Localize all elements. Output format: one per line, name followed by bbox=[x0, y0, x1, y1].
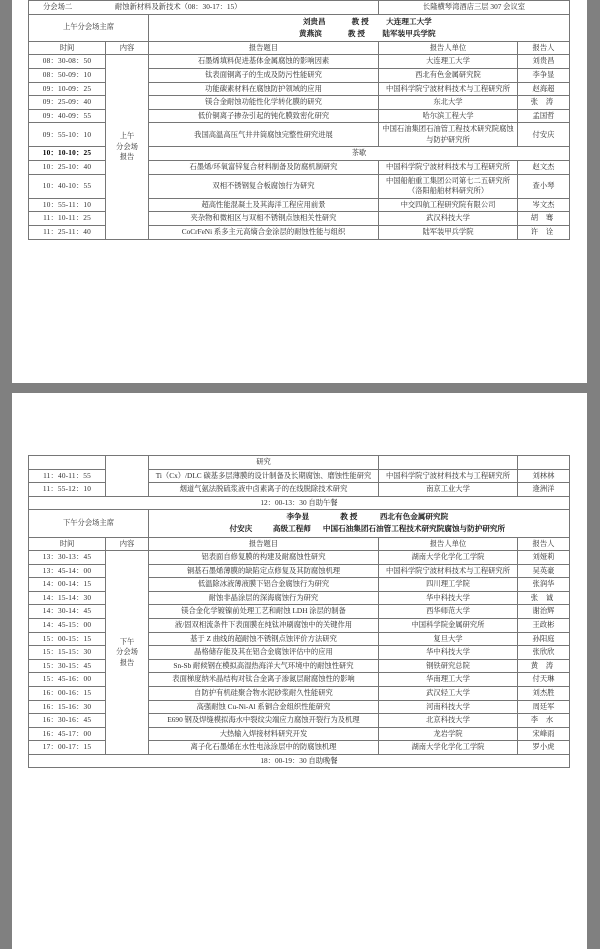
session-header-row bbox=[29, 1, 570, 15]
cell-time: 08：30-08：50 bbox=[29, 55, 106, 69]
cell-title: Ti（Cx）/DLC 碳基多层薄膜的设计制备及长期腐蚀、磨蚀性能研究 bbox=[149, 469, 379, 483]
document-page-1 bbox=[12, 0, 587, 383]
cell-speaker: 孟国哲 bbox=[518, 109, 570, 123]
cell-time: 09：25-09：40 bbox=[29, 96, 106, 110]
content-label-line: 报告 bbox=[119, 152, 135, 162]
afternoon-schedule-table bbox=[28, 455, 570, 768]
cell-speaker: 张 涛 bbox=[518, 96, 570, 110]
dinner-row bbox=[29, 754, 570, 768]
cell-title: 烟道气氨法脱硫浆液中卤素离子的在线脱除技术研究 bbox=[149, 483, 379, 497]
cell-speaker: 刘林林 bbox=[518, 469, 570, 483]
column-header-org: 报告人单位 bbox=[379, 41, 518, 55]
cell-org: 西北有色金属研究院 bbox=[379, 69, 518, 83]
cell-time bbox=[29, 456, 106, 470]
cell-title: 镁合金耐蚀功能性化学转化膜的研究 bbox=[149, 96, 379, 110]
cell-speaker: 张 诚 bbox=[518, 591, 570, 605]
cell-title: 液/固双相流条件下表面膜在纯钛冲刷腐蚀中的关键作用 bbox=[149, 619, 379, 633]
cell-time: 09：55-10：10 bbox=[29, 123, 106, 147]
cell-org: 华中科技大学 bbox=[379, 646, 518, 660]
column-header-speaker: 报告人 bbox=[518, 41, 570, 55]
table-row-continued bbox=[29, 456, 570, 470]
cell-title: 耐蚀非晶涂层的深海腐蚀行为研究 bbox=[149, 591, 379, 605]
afternoon-chair-label: 下午分会场主席 bbox=[29, 510, 149, 537]
cell-speaker: 吴英豪 bbox=[518, 564, 570, 578]
cell-time: 16：00-16：15 bbox=[29, 686, 106, 700]
cell-time: 10：25-10：40 bbox=[29, 161, 106, 175]
cell-time: 09：40-09：55 bbox=[29, 109, 106, 123]
cell-org: 湖南大学化学化工学院 bbox=[379, 741, 518, 755]
cell-title: 自防护有机硅聚合物水泥砂浆耐久性能研究 bbox=[149, 686, 379, 700]
cell-org: 华南理工大学 bbox=[379, 673, 518, 687]
cell-title: CoCrFeNi 系多主元高熵合金涂层的耐蚀性能与组织 bbox=[149, 225, 379, 239]
cell-time: 09：10-09：25 bbox=[29, 82, 106, 96]
chair-affiliation: 西北有色金属研究院 bbox=[379, 512, 449, 522]
cell-title: 离子化石墨烯在水性电泳涂层中的防腐蚀机理 bbox=[149, 741, 379, 755]
content-label-line: 报告 bbox=[119, 657, 135, 667]
cell-title: E690 钢及焊缝模拟海水中裂纹尖端应力腐蚀开裂行为及机理 bbox=[149, 714, 379, 728]
cell-speaker: 刘贵昌 bbox=[518, 55, 570, 69]
cell-speaker: 罗小虎 bbox=[518, 741, 570, 755]
cell-org: 中国科学院宁波材料技术与工程研究所 bbox=[379, 161, 518, 175]
cell-speaker: 赵文杰 bbox=[518, 161, 570, 175]
cell-title: 双相不锈钢复合板腐蚀行为研究 bbox=[149, 174, 379, 198]
chair-title: 高级工程师 bbox=[272, 524, 311, 534]
cell-title: 镁合金化学镀镍前处理工艺和耐蚀 LDH 涂层的制备 bbox=[149, 605, 379, 619]
cell-org: 中国科学院金属研究所 bbox=[379, 619, 518, 633]
cell-time: 15：00-15：15 bbox=[29, 632, 106, 646]
cell-time: 13：30-13：45 bbox=[29, 551, 106, 565]
cell-title: 夹杂物和微相区与双相不锈钢点蚀相关性研究 bbox=[149, 212, 379, 226]
cell-title: 石墨烯填料促进基体金属腐蚀的影响因素 bbox=[149, 55, 379, 69]
cell-time: 17：00-17：15 bbox=[29, 741, 106, 755]
cell-time: 13：45-14：00 bbox=[29, 564, 106, 578]
cell-speaker: 付天琳 bbox=[518, 673, 570, 687]
cell-org bbox=[379, 456, 518, 470]
cell-speaker: 黄 涛 bbox=[518, 659, 570, 673]
cell-time: 16：30-16：45 bbox=[29, 714, 106, 728]
cell-org: 中国科学院宁波材料技术与工程研究所 bbox=[379, 82, 518, 96]
morning-chair-list bbox=[149, 14, 570, 41]
cell-speaker: 胡 骞 bbox=[518, 212, 570, 226]
chair-entry bbox=[159, 511, 567, 523]
content-label-line: 上午 bbox=[119, 131, 135, 141]
cell-org: 南京工业大学 bbox=[379, 483, 518, 497]
column-header-time: 时间 bbox=[29, 41, 106, 55]
cell-speaker: 赵海超 bbox=[518, 82, 570, 96]
cell-title: 功能碳素材料在腐蚀防护领域的应用 bbox=[149, 82, 379, 96]
cell-speaker: 刘娅莉 bbox=[518, 551, 570, 565]
cell-title: 低温除冰液薄液膜下铝合金腐蚀行为研究 bbox=[149, 578, 379, 592]
cell-speaker bbox=[518, 456, 570, 470]
table-row bbox=[29, 551, 570, 565]
afternoon-chair-row bbox=[29, 510, 570, 537]
session-title: 耐蚀新材料及新技术（08：30-17：15） bbox=[115, 2, 242, 11]
cell-speaker: 许 诠 bbox=[518, 225, 570, 239]
content-label-line: 分会场 bbox=[116, 647, 138, 657]
cell-org: 北京科技大学 bbox=[379, 714, 518, 728]
cell-speaker: 李争显 bbox=[518, 69, 570, 83]
cell-speaker: 孙阳庭 bbox=[518, 632, 570, 646]
cell-org: 华中科技大学 bbox=[379, 591, 518, 605]
cell-org: 中交四航工程研究院有限公司 bbox=[379, 198, 518, 212]
cell-org: 湖南大学化学化工学院 bbox=[379, 551, 518, 565]
morning-column-header-row bbox=[29, 41, 570, 55]
cell-speaker: 刘杰胜 bbox=[518, 686, 570, 700]
column-header-org: 报告人单位 bbox=[379, 537, 518, 551]
cell-org: 大连理工大学 bbox=[379, 55, 518, 69]
chair-title: 教 授 bbox=[340, 512, 358, 522]
column-header-time: 时间 bbox=[29, 537, 106, 551]
cell-speaker: 李 水 bbox=[518, 714, 570, 728]
cell-speaker: 宋峰雨 bbox=[518, 727, 570, 741]
cell-title: 我国高温高压气井井筒腐蚀完整性研究进展 bbox=[149, 123, 379, 147]
cell-time: 08：50-09：10 bbox=[29, 69, 106, 83]
cell-time: 11：25-11：40 bbox=[29, 225, 106, 239]
cell-speaker: 查小琴 bbox=[518, 174, 570, 198]
cell-speaker: 岑文杰 bbox=[518, 198, 570, 212]
chair-entry bbox=[159, 28, 567, 40]
cell-org: 中国石油集团石油管工程技术研究院腐蚀与防护研究所 bbox=[379, 123, 518, 147]
cell-org: 西华师范大学 bbox=[379, 605, 518, 619]
document-page-2 bbox=[12, 393, 587, 949]
content-label-line: 分会场 bbox=[116, 141, 138, 151]
cell-org: 中国科学院宁波材料技术与工程研究所 bbox=[379, 564, 518, 578]
session-label: 分会场二 bbox=[43, 2, 73, 11]
venue-cell: 长隆横琴湾酒店三层 307 会议室 bbox=[379, 1, 570, 15]
page-1-content bbox=[12, 0, 587, 240]
afternoon-chair-list bbox=[149, 510, 570, 537]
dinner-cell: 18：00-19：30 自助晚餐 bbox=[29, 754, 570, 768]
cell-time: 14：00-14：15 bbox=[29, 578, 106, 592]
column-header-content: 内容 bbox=[106, 41, 149, 55]
cell-title: 超高性能混凝土及其海洋工程应用前景 bbox=[149, 198, 379, 212]
cell-title: 高强耐蚀 Cu-Ni-Al 系铜合金组织性能研究 bbox=[149, 700, 379, 714]
chair-title: 教 授 bbox=[351, 16, 369, 26]
chair-entry bbox=[159, 523, 567, 535]
tea-break-cell: 茶歇 bbox=[149, 147, 570, 161]
cell-title-orphan: 研究 bbox=[149, 456, 379, 470]
cell-speaker: 张润华 bbox=[518, 578, 570, 592]
chair-name: 黄燕滨 bbox=[299, 28, 322, 38]
cell-time: 14：30-14：45 bbox=[29, 605, 106, 619]
cell-org: 哈尔滨工程大学 bbox=[379, 109, 518, 123]
cell-time: 11：10-11：25 bbox=[29, 212, 106, 226]
afternoon-column-header-row bbox=[29, 537, 570, 551]
cell-org: 武汉轻工大学 bbox=[379, 686, 518, 700]
cell-time: 10：55-11：10 bbox=[29, 198, 106, 212]
cell-title: 铝表面自修复膜的构建及耐腐蚀性研究 bbox=[149, 551, 379, 565]
chair-name: 李争显 bbox=[286, 512, 310, 522]
cell-org: 四川理工学院 bbox=[379, 578, 518, 592]
cell-title: 大热输入焊接材料研究开发 bbox=[149, 727, 379, 741]
cell-time: 10：40-10：55 bbox=[29, 174, 106, 198]
chair-name: 刘贵昌 bbox=[302, 16, 326, 26]
cell-time: 16：45-17：00 bbox=[29, 727, 106, 741]
morning-content-label bbox=[106, 55, 149, 239]
chair-affiliation: 陆军装甲兵学院 bbox=[382, 28, 436, 38]
cell-title: 石墨烯/环氧富锌复合材料制备及防腐机制研究 bbox=[149, 161, 379, 175]
cell-time: 11：40-11：55 bbox=[29, 469, 106, 483]
cell-speaker: 逄洲洋 bbox=[518, 483, 570, 497]
morning-chair-label: 上午分会场主席 bbox=[29, 14, 149, 41]
cell-time: 10：10-10：25 bbox=[29, 147, 106, 161]
cell-title: 钛表面铜离子的生成及防污性能研究 bbox=[149, 69, 379, 83]
column-header-speaker: 报告人 bbox=[518, 537, 570, 551]
cell-time: 11：55-12：10 bbox=[29, 483, 106, 497]
cell-time: 15：45-16：00 bbox=[29, 673, 106, 687]
lunch-row bbox=[29, 496, 570, 510]
content-label-line: 下午 bbox=[119, 636, 135, 646]
morning-chair-row bbox=[29, 14, 570, 41]
session-header-left bbox=[29, 1, 379, 15]
afternoon-content-label bbox=[106, 551, 149, 755]
cell-time: 15：15-15：30 bbox=[29, 646, 106, 660]
cell-title: Sn-Sb 耐候钢在模拟高湿热海洋大气环境中的耐蚀性研究 bbox=[149, 659, 379, 673]
cell-org: 龙岩学院 bbox=[379, 727, 518, 741]
cell-time: 14：45-15：00 bbox=[29, 619, 106, 633]
cell-org: 东北大学 bbox=[379, 96, 518, 110]
continued-content-label bbox=[106, 456, 149, 497]
cell-speaker: 谢治辉 bbox=[518, 605, 570, 619]
cell-time: 15：30-15：45 bbox=[29, 659, 106, 673]
table-row bbox=[29, 55, 570, 69]
cell-org: 武汉科技大学 bbox=[379, 212, 518, 226]
cell-time: 14：15-14：30 bbox=[29, 591, 106, 605]
cell-speaker: 周廷军 bbox=[518, 700, 570, 714]
column-header-title: 报告题目 bbox=[149, 41, 379, 55]
cell-title: 低价铜离子掺杂引起的钝化膜致密化研究 bbox=[149, 109, 379, 123]
column-header-content: 内容 bbox=[106, 537, 149, 551]
cell-speaker: 张欣欣 bbox=[518, 646, 570, 660]
cell-speaker: 付安庆 bbox=[518, 123, 570, 147]
morning-schedule-table bbox=[28, 0, 570, 240]
chair-affiliation: 大连理工大学 bbox=[386, 16, 432, 26]
column-header-title: 报告题目 bbox=[149, 537, 379, 551]
chair-title: 教 授 bbox=[347, 28, 365, 38]
cell-title: 晶格储存能及其在铝合金腐蚀评估中的应用 bbox=[149, 646, 379, 660]
cell-title: 基于 Z 曲线的超耐蚀不锈钢点蚀评价方法研究 bbox=[149, 632, 379, 646]
cell-org: 陆军装甲兵学院 bbox=[379, 225, 518, 239]
cell-org: 河南科技大学 bbox=[379, 700, 518, 714]
chair-entry bbox=[159, 16, 567, 28]
lunch-cell: 12：00-13：30 自助午餐 bbox=[29, 496, 570, 510]
cell-speaker: 王政彬 bbox=[518, 619, 570, 633]
chair-affiliation: 中国石油集团石油管工程技术研究院腐蚀与防护研究所 bbox=[322, 524, 506, 534]
cell-org: 钢铁研究总院 bbox=[379, 659, 518, 673]
cell-title: 表面梯度纳米晶结构对钛合金离子渗氮层耐腐蚀性的影响 bbox=[149, 673, 379, 687]
cell-org: 中国科学院宁波材料技术与工程研究所 bbox=[379, 469, 518, 483]
cell-time: 16：15-16：30 bbox=[29, 700, 106, 714]
cell-title: 铜基石墨烯薄膜的缺陷定点修复及其防腐蚀机理 bbox=[149, 564, 379, 578]
page-2-content bbox=[12, 393, 587, 768]
cell-org: 中国船舶重工集团公司第七二五研究所（洛阳船舶材料研究所） bbox=[379, 174, 518, 198]
cell-org: 复旦大学 bbox=[379, 632, 518, 646]
chair-name: 付安庆 bbox=[229, 524, 253, 534]
